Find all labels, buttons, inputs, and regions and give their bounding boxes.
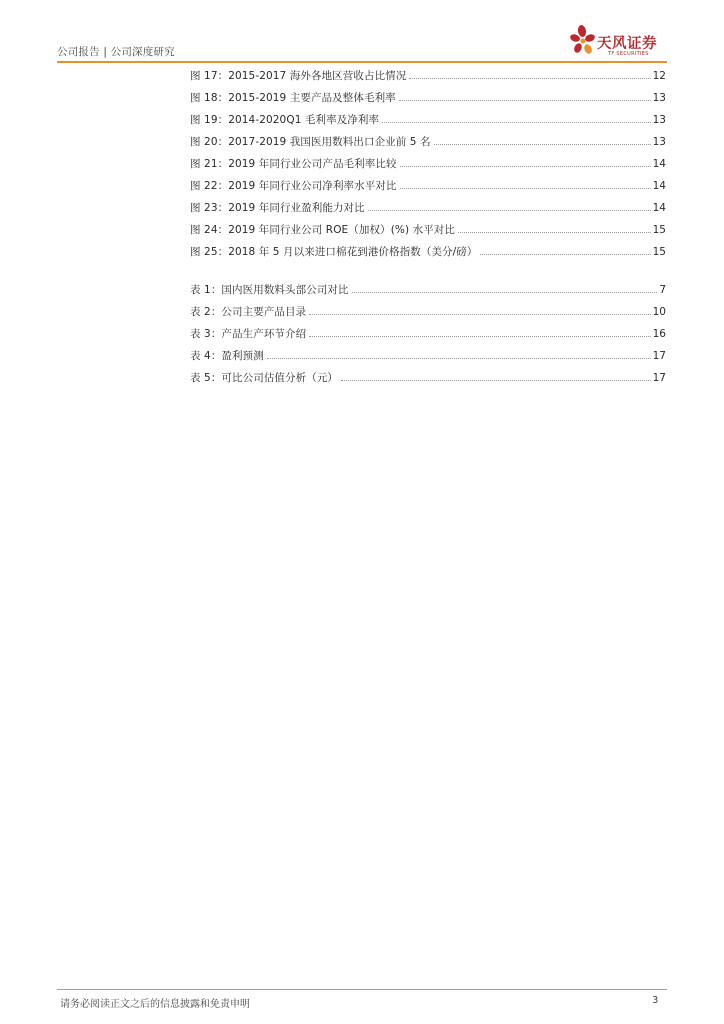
toc-entry-label: 图 18：2015-2019 主要产品及整体毛利率: [190, 92, 396, 104]
toc-entry-page: 10: [652, 306, 666, 318]
toc-entry-label: 表 2：公司主要产品目录: [190, 306, 307, 318]
toc-leader-dots: [309, 335, 650, 337]
toc-entry-label: 图 24：2019 年同行业公司 ROE（加权）(%) 水平对比: [190, 224, 455, 236]
toc-leader-dots: [434, 143, 651, 145]
toc-entry-page: 13: [652, 136, 666, 148]
table-list: [190, 282, 666, 392]
toc-entry-label: 表 5：可比公司估值分析（元）: [190, 372, 339, 384]
toc-leader-dots: [400, 187, 651, 189]
toc-entry-label: 表 1：国内医用数料头部公司对比: [190, 284, 349, 296]
tf-flower-logo-icon: [569, 22, 599, 62]
section-spacer: [190, 266, 666, 282]
toc-leader-dots: [480, 253, 650, 255]
toc-entry-label: 图 21：2019 年同行业公司产品毛利率比较: [190, 158, 397, 170]
toc-entry-label: 图 19：2014-2020Q1 毛利率及净利率: [190, 114, 380, 126]
figure-list: [190, 68, 666, 266]
toc-figure-entry[interactable]: [190, 178, 666, 200]
table-of-contents: [190, 68, 666, 392]
toc-entry-label: 图 23：2019 年同行业盈利能力对比: [190, 202, 365, 214]
logo-name-en: TF SECURITIES: [608, 51, 649, 57]
toc-entry-page: 14: [652, 202, 666, 214]
toc-leader-dots: [267, 357, 651, 359]
toc-figure-entry[interactable]: [190, 112, 666, 134]
report-type-label: 公司报告 | 公司深度研究: [57, 46, 175, 58]
toc-leader-dots: [382, 121, 651, 123]
toc-entry-label: 表 3：产品生产环节介绍: [190, 328, 307, 340]
toc-leader-dots: [399, 99, 651, 101]
toc-entry-page: 7: [659, 284, 666, 296]
toc-figure-entry[interactable]: [190, 244, 666, 266]
toc-entry-label: 图 17：2015-2017 海外各地区营收占比情况: [190, 70, 407, 82]
toc-leader-dots: [409, 77, 650, 79]
toc-figure-entry[interactable]: [190, 200, 666, 222]
toc-figure-entry[interactable]: [190, 90, 666, 112]
toc-figure-entry[interactable]: [190, 68, 666, 90]
toc-entry-page: 17: [652, 372, 666, 384]
footer-disclaimer: 请务必阅读正文之后的信息披露和免责申明: [60, 999, 250, 1010]
toc-table-entry[interactable]: [190, 348, 666, 370]
toc-table-entry[interactable]: [190, 326, 666, 348]
toc-leader-dots: [352, 291, 658, 293]
logo-name-cn: 天风证券: [597, 36, 657, 52]
toc-entry-label: 图 20：2017-2019 我国医用数料出口企业前 5 名: [190, 136, 431, 148]
header-divider: [57, 61, 667, 63]
toc-table-entry[interactable]: [190, 304, 666, 326]
toc-entry-page: 17: [652, 350, 666, 362]
toc-entry-label: 图 22：2019 年同行业公司净利率水平对比: [190, 180, 397, 192]
toc-entry-page: 14: [652, 180, 666, 192]
toc-entry-page: 13: [652, 92, 666, 104]
toc-leader-dots: [341, 379, 651, 381]
toc-entry-page: 15: [652, 246, 666, 258]
toc-leader-dots: [400, 165, 651, 167]
toc-entry-page: 12: [652, 70, 666, 82]
toc-table-entry[interactable]: [190, 370, 666, 392]
toc-entry-label: 图 25：2018 年 5 月以来进口棉花到港价格指数（美分/磅）: [190, 246, 478, 258]
toc-entry-page: 15: [652, 224, 666, 236]
toc-entry-page: 16: [652, 328, 666, 340]
toc-table-entry[interactable]: [190, 282, 666, 304]
toc-leader-dots: [458, 231, 651, 233]
toc-leader-dots: [368, 209, 651, 211]
page-number: 3: [652, 995, 659, 1006]
company-logo: [569, 22, 669, 62]
toc-entry-page: 13: [652, 114, 666, 126]
toc-figure-entry[interactable]: [190, 156, 666, 178]
toc-leader-dots: [309, 313, 650, 315]
toc-entry-label: 表 4：盈利预测: [190, 350, 264, 362]
footer-divider: [57, 989, 667, 990]
toc-figure-entry[interactable]: [190, 222, 666, 244]
toc-entry-page: 14: [652, 158, 666, 170]
toc-figure-entry[interactable]: [190, 134, 666, 156]
